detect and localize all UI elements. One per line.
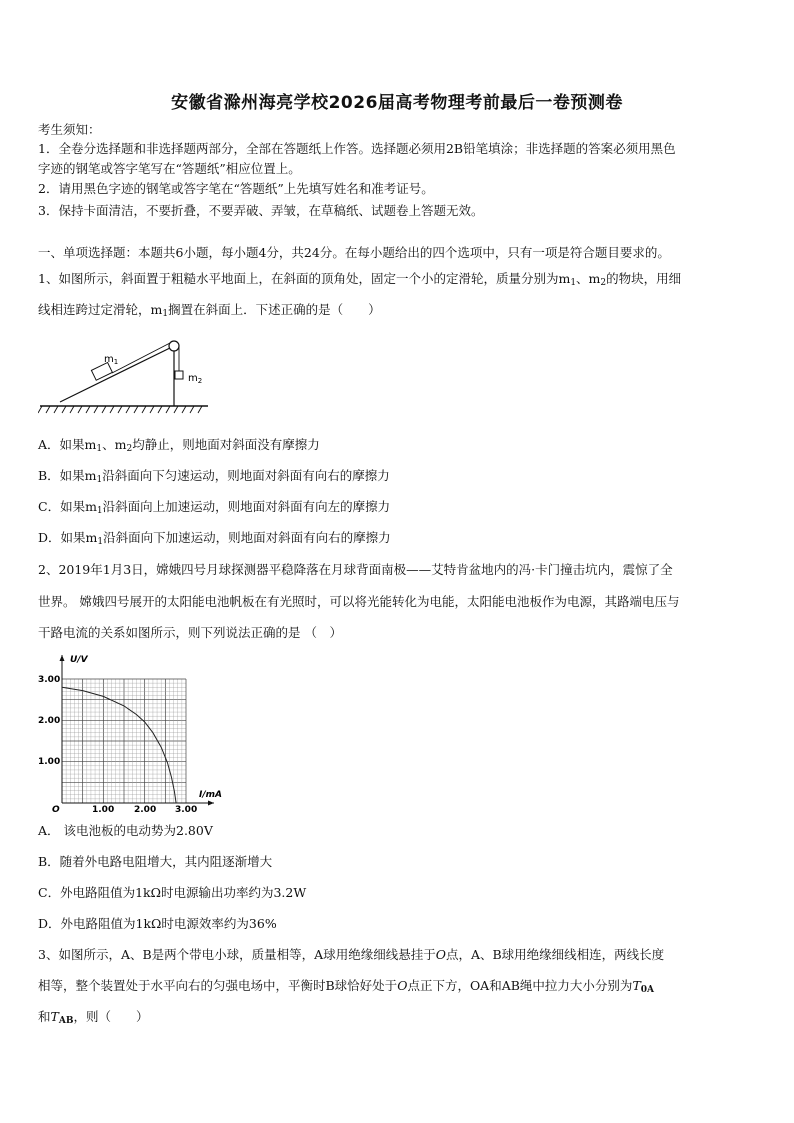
x-tick-label-1: 1.00 — [92, 805, 115, 815]
q1-option-c[interactable]: C．如果$m_1$沿斜面向上加速运动，则地面对斜面有向左的摩擦力 — [38, 499, 391, 516]
origin-label: O — [52, 805, 60, 815]
q2-option-d[interactable]: D．外电路阻值为1kΩ时电源效率约为36% — [38, 916, 277, 931]
x-tick-label-2: 2.00 — [134, 805, 157, 815]
incline-surface — [60, 346, 174, 402]
u-i-chart — [34, 650, 224, 820]
q1-option-a[interactable]: A．如果$m_1$、$m_2$均静止，则地面对斜面没有摩擦力 — [38, 437, 320, 454]
pulley-icon — [169, 341, 179, 351]
notice-header: 考生须知： — [38, 122, 101, 137]
label-m2: $m_2$ — [188, 373, 203, 385]
q1-option-b[interactable]: B．如果$m_1$沿斜面向下匀速运动，则地面对斜面有向右的摩擦力 — [38, 468, 390, 485]
string-m1 — [112, 343, 170, 373]
x-axis-label: I/mA — [199, 790, 222, 800]
section-heading: 一、单项选择题：本题共6小题，每小题4分，共24分。在每小题给出的四个选项中，只有一项是符合题目要求的。 — [38, 245, 670, 260]
q3-stem-line-2: 相等，整个装置处于水平向右的匀强电场中，平衡时B球恰好处于O点正下方，OA和AB绳中拉力大小分别为$T_{0A}$ — [38, 978, 655, 995]
q1-option-d[interactable]: D．如果$m_1$沿斜面向下加速运动，则地面对斜面有向右的摩擦力 — [38, 530, 391, 547]
x-tick-label-3: 3.00 — [175, 805, 198, 815]
incline-pulley-figure — [38, 336, 218, 416]
notice-item-1: 1．全卷分选择题和非选择题两部分，全部在答题纸上作答。选择题必须用2B铅笔填涂；非选择题的答案必须用黑色 — [38, 141, 676, 156]
q2-option-b[interactable]: B．随着外电路电阻增大，其内阻逐渐增大 — [38, 854, 273, 869]
q2-option-c[interactable]: C．外电路阻值为1kΩ时电源输出功率约为3.2W — [38, 885, 307, 900]
q2-stem-line-2: 世界。 嫦娥四号展开的太阳能电池帆板在有光照时，可以将光能转化为电能，太阳能电池板作为电源，其路端电压与 — [38, 594, 680, 609]
notice-item-2: 2．请用黑色字迹的钢笔或答字笔在“答题纸”上先填写姓名和准考证号。 — [38, 181, 434, 196]
notice-item-1-cont: 字迹的钢笔或答字笔写在“答题纸”相应位置上。 — [38, 161, 301, 176]
q1-stem-line-1: 1、如图所示，斜面置于粗糙水平地面上，在斜面的顶角处，固定一个小的定滑轮，质量分别为$m_1$、$m_2$的物块，用细 — [38, 271, 682, 288]
q2-stem-line-3: 干路电流的关系如图所示，则下列说法正确的是 （ ） — [38, 625, 342, 640]
y-axis-arrow — [60, 655, 65, 661]
notice-item-3: 3．保持卡面清洁，不要折叠，不要弄破、弄皱，在草稿纸、试题卷上答题无效。 — [38, 203, 484, 218]
q1-stem-line-2: 线相连跨过定滑轮，$m_1$搁置在斜面上．下述正确的是（ ） — [38, 302, 381, 319]
y-tick-label-3: 3.00 — [38, 675, 61, 685]
q3-stem-line-1: 3、如图所示，A、B是两个带电小球，质量相等，A球用绝缘细线悬挂于O点，A、B球用绝缘细线相连，两线长度 — [38, 947, 665, 962]
q2-stem-line-1: 2、2019年1月3日，嫦娥四号月球探测器平稳降落在月球背面南极——艾特肯盆地内的冯·卡门撞击坑内，震惊了全 — [38, 562, 673, 577]
q3-stem-line-3: 和$T_{AB}$，则（ ） — [38, 1009, 149, 1026]
y-axis-label: U/V — [70, 655, 88, 665]
ground-hatch — [38, 406, 202, 413]
block-m2 — [175, 371, 183, 379]
q2-option-a[interactable]: A． 该电池板的电动势为2.80V — [38, 823, 213, 838]
y-tick-label-1: 1.00 — [38, 757, 61, 767]
page-title: 安徽省滁州海亮学校2026届高考物理考前最后一卷预测卷 — [171, 93, 623, 113]
y-tick-label-2: 2.00 — [38, 716, 61, 726]
label-m1: $m_1$ — [104, 354, 119, 366]
x-axis-arrow — [208, 801, 214, 806]
